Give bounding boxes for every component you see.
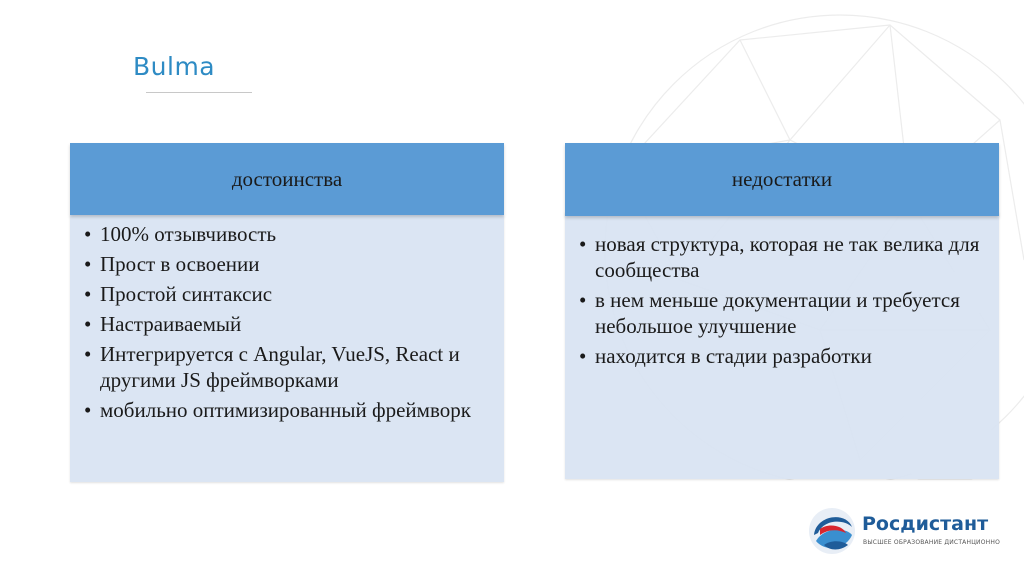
list-item: • Прост в освоении: [84, 251, 486, 277]
list-item: • мобильно оптимизированный фреймворк: [84, 397, 486, 423]
logo-name: Росдистант: [862, 513, 989, 535]
list-item: • 100% отзывчивость: [84, 221, 486, 247]
cons-header: недостатки: [565, 143, 999, 216]
pros-list: [84, 221, 486, 427]
logo-tagline: ВЫСШЕЕ ОБРАЗОВАНИЕ ДИСТАНЦИОННО: [863, 539, 1001, 546]
list-item: • в нем меньше документации и требуется небольшое улучшение: [579, 287, 981, 339]
pros-header: достоинства: [70, 143, 504, 215]
list-item: • Простой синтаксис: [84, 281, 486, 307]
list-item: • Настраиваемый: [84, 311, 486, 337]
pros-panel: [70, 143, 504, 482]
rosdistant-logo: [806, 505, 1001, 557]
cons-list: [579, 231, 981, 373]
rosdistant-logo-icon: [806, 505, 858, 557]
slide-title: Bulma: [133, 52, 216, 81]
list-item: • новая структура, которая не так велика для сообщества: [579, 231, 981, 283]
cons-panel: [565, 143, 999, 479]
list-item: • находится в стадии разработки: [579, 343, 981, 369]
title-underline: [146, 92, 252, 93]
list-item: • Интегрируется с Angular, VueJS, React и другими JS фреймворками: [84, 341, 486, 393]
